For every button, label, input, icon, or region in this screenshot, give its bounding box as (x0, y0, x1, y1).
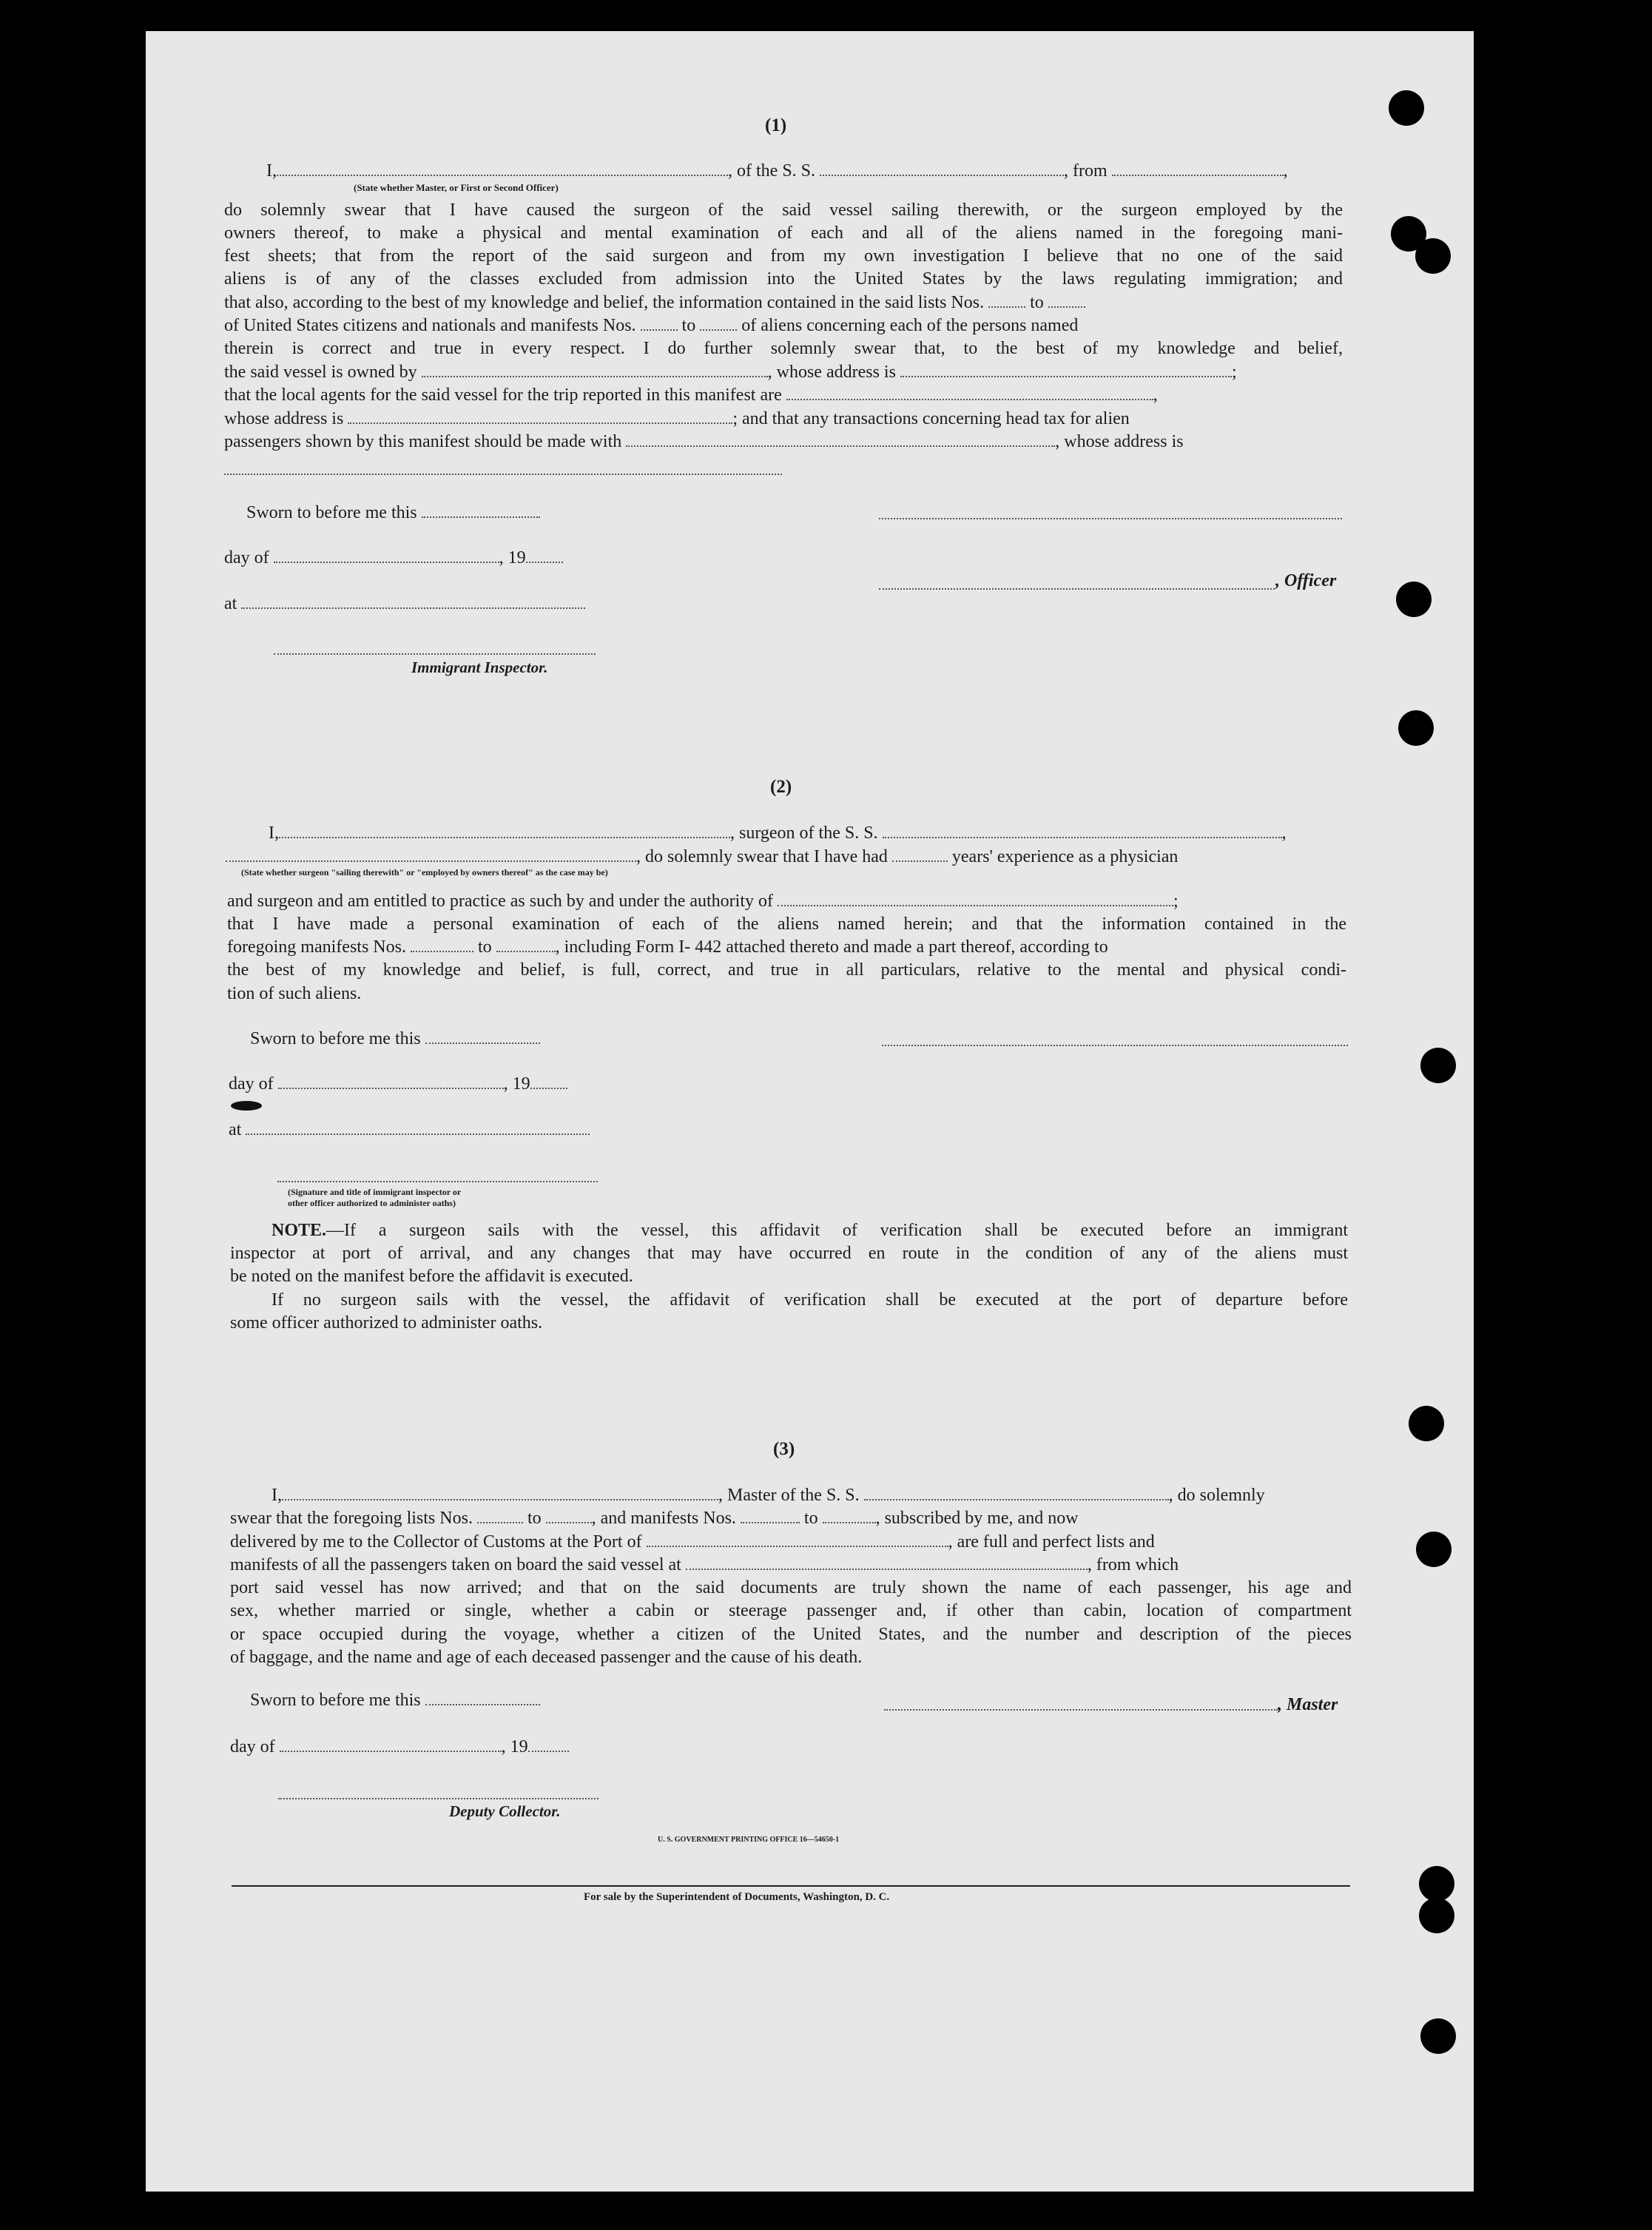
s3-lists-to-field[interactable] (546, 1509, 592, 1523)
s2-note-line: NOTE.—If a surgeon sails with the vessel, this affidavit of verification shall be executed before an immigrant (272, 1221, 1348, 1240)
s2-para-line: foregoing manifests Nos. to , including Form I- 442 attached thereto and made a part thereof, according to (227, 937, 1108, 957)
s3-sworn: Sworn to before me this (250, 1691, 540, 1711)
s3-para-line: sex, whether married or single, whether a cabin or steerage passenger and, if other than cabin, location of compartment (230, 1601, 1352, 1620)
footer-rule (232, 1885, 1350, 1887)
surgeon-status-field[interactable] (226, 847, 636, 862)
s3-line-4: manifests of all the passengers taken on board the said vessel at , from which (230, 1555, 1179, 1574)
s3-para-line: or space occupied during the voyage, whether a citizen of the United States, and the number and description of the pieces (230, 1625, 1352, 1644)
s3-dayof: day of , 19 (230, 1737, 569, 1757)
owner-field[interactable] (422, 363, 768, 377)
year-field[interactable] (526, 548, 563, 563)
head-tax-party-field[interactable] (626, 432, 1055, 447)
s1-para-line: do solemnly swear that I have caused the surgeon of the said vessel sailing therewith, or the surgeon employed by the (224, 201, 1343, 220)
s2-note-line: If no surgeon sails with the vessel, the affidavit of verification shall be executed at the port of departure before (272, 1290, 1348, 1310)
punch-hole (1409, 1406, 1444, 1441)
s1-para-line: that also, according to the best of my knowledge and belief, the information contained in the said lists Nos. to (224, 293, 1085, 313)
port-of-customs-field[interactable] (647, 1532, 948, 1547)
s3-para-line: of baggage, and the name and age of each deceased passenger and the cause of his death. (230, 1648, 863, 1667)
immigrant-inspector-label: Immigrant Inspector. (411, 658, 548, 676)
punch-hole (1415, 238, 1451, 274)
owner-address-field[interactable] (900, 363, 1232, 377)
s2-line-1: I, , surgeon of the S. S. , (269, 823, 1287, 843)
s2-para-line: tion of such aliens. (227, 984, 362, 1003)
s2-year-field[interactable] (530, 1074, 567, 1089)
s2-note-line: some officer authorized to administer oaths. (230, 1313, 543, 1333)
punch-hole (1420, 2018, 1456, 2054)
punch-hole (1419, 1866, 1454, 1901)
s1-para-line: fest sheets; that from the report of the said surgeon and from my own investigation I believe that no one of the said (224, 246, 1343, 266)
s3-sworn-day-field[interactable] (425, 1691, 540, 1705)
s2-para-line: that I have made a personal examination of each of the aliens named herein; and that the information contained in the (227, 914, 1346, 934)
s3-para-line: port said vessel has now arrived; and that on the said documents are truly shown the name of each passenger, his age and (230, 1578, 1352, 1597)
s2-manifests-to-field[interactable] (496, 937, 556, 952)
master-label: , Master (1278, 1695, 1338, 1714)
punch-hole (1416, 1532, 1452, 1567)
s1-at: at (224, 594, 585, 614)
s3-manifests-to-field[interactable] (823, 1509, 876, 1523)
master-signature-field[interactable] (884, 1709, 1278, 1711)
officer-title-field[interactable] (879, 588, 1275, 590)
punch-hole (1396, 582, 1432, 617)
s2-sworn: Sworn to before me this (250, 1029, 540, 1049)
s1-para-line: that the local agents for the said vessel for the trip reported in this manifest are , (224, 385, 1158, 405)
punch-hole (1420, 1048, 1456, 1083)
s2-month-field[interactable] (278, 1074, 504, 1089)
s1-para-line: of United States citizens and nationals and manifests Nos. to of aliens concerning each of the persons named (224, 316, 1079, 335)
s2-sworn-day-field[interactable] (425, 1029, 540, 1044)
s2-place-field[interactable] (246, 1120, 590, 1135)
punch-hole (1398, 710, 1434, 746)
s1-para-line: aliens is of any of the classes excluded from admission into the United States by the laws regulating immigration; and (224, 269, 1343, 289)
s3-line-1: I, , Master of the S. S. , do solemnly (272, 1486, 1265, 1505)
deputy-collector-label: Deputy Collector. (449, 1802, 561, 1820)
s3-vessel-field[interactable] (864, 1486, 1169, 1500)
lists-from-field[interactable] (988, 293, 1025, 308)
s2-note-line: inspector at port of arrival, and any changes that may have occurred en route in the condition of any of the aliens must (230, 1244, 1348, 1263)
place-field[interactable] (241, 594, 585, 609)
s1-para-line: owners thereof, to make a physical and mental examination of each and all of the aliens named in the foregoing mani- (224, 223, 1343, 243)
gpo-imprint: U. S. GOVERNMENT PRINTING OFFICE 16—54650-1 (658, 1836, 840, 1844)
master-name-field[interactable] (282, 1486, 718, 1500)
s2-para-line: the best of my knowledge and belief, is full, correct, and true in all particulars, relative to the mental and physical condi- (227, 960, 1346, 980)
manifests-from-field[interactable] (641, 316, 678, 331)
s1-dayof: day of , 19 (224, 548, 563, 568)
sworn-day-field[interactable] (422, 503, 540, 518)
s2-at: at (229, 1120, 590, 1140)
s3-line-3: delivered by me to the Collector of Customs at the Port of , are full and perfect lists and (230, 1532, 1155, 1552)
s2-official-signature-field[interactable] (277, 1181, 598, 1182)
authority-field[interactable] (778, 892, 1173, 906)
s1-sworn: Sworn to before me this (246, 503, 540, 523)
s3-year-field[interactable] (528, 1737, 569, 1752)
s1-para-line: passengers shown by this manifest should be made with , whose address is (224, 432, 1184, 451)
sale-notice: For sale by the Superintendent of Documents, Washington, D. C. (584, 1891, 890, 1903)
s3-line-2: swear that the foregoing lists Nos. to , and manifests Nos. to , subscribed by me, and now (230, 1509, 1079, 1528)
section-3-number: (3) (773, 1439, 795, 1459)
s2-vessel-field[interactable] (883, 823, 1282, 838)
officer-signature-field[interactable] (879, 518, 1342, 519)
port-of-embarkation-field[interactable] (686, 1555, 1088, 1570)
local-agents-field[interactable] (786, 385, 1153, 400)
punch-hole (1389, 90, 1424, 126)
section-2-number: (2) (770, 777, 792, 797)
vessel-name-field[interactable] (820, 161, 1064, 176)
s2-note-line: be noted on the manifest before the affidavit is executed. (230, 1267, 633, 1286)
punch-hole (1419, 1898, 1454, 1933)
s3-month-field[interactable] (280, 1737, 502, 1752)
section-1-number: (1) (765, 115, 787, 135)
manifests-to-field[interactable] (700, 316, 737, 331)
s2-para-line: and surgeon and am entitled to practice as such by and under the authority of ; (227, 892, 1179, 911)
s1-para-line: therein is correct and true in every respect. I do further solemnly swear that, to the best of my knowledge and belief, (224, 339, 1343, 358)
s2-manifests-from-field[interactable] (411, 937, 473, 952)
years-experience-field[interactable] (892, 847, 948, 862)
month-field[interactable] (274, 548, 499, 563)
s3-lists-from-field[interactable] (477, 1509, 523, 1523)
s1-para-line: whose address is ; and that any transactions concerning head tax for alien (224, 409, 1130, 428)
officer-name-field[interactable] (277, 161, 728, 176)
s1-caption: (State whether Master, or First or Second Officer) (354, 182, 559, 193)
officer-label: , Officer (1275, 571, 1337, 590)
s3-manifests-from-field[interactable] (741, 1509, 800, 1523)
s1-para-line: the said vessel is owned by , whose address is ; (224, 363, 1237, 382)
head-tax-address-field[interactable] (224, 474, 782, 475)
inspector-signature-field[interactable] (274, 653, 596, 655)
lists-to-field[interactable] (1048, 293, 1085, 308)
note-label: NOTE. (272, 1221, 327, 1240)
s1-line-1: I, , of the S. S. , from , (266, 161, 1288, 181)
s2-caption: (State whether surgeon "sailing therewith" or "employed by owners thereof" as the case may be) (241, 867, 608, 877)
deputy-collector-signature-field[interactable] (278, 1798, 599, 1799)
s2-signature-caption-2: other officer authorized to administer oaths) (288, 1198, 456, 1208)
ink-blot (231, 1101, 262, 1111)
s2-signature-caption-1: (Signature and title of immigrant inspector or (288, 1187, 462, 1197)
from-port-field[interactable] (1112, 161, 1284, 176)
surgeon-signature-field[interactable] (882, 1045, 1348, 1046)
s2-dayof: day of , 19 (229, 1074, 567, 1094)
agents-address-field[interactable] (348, 409, 732, 424)
surgeon-name-field[interactable] (279, 823, 730, 838)
s2-line-2: , do solemnly swear that I have had years' experience as a physician (226, 847, 1178, 867)
